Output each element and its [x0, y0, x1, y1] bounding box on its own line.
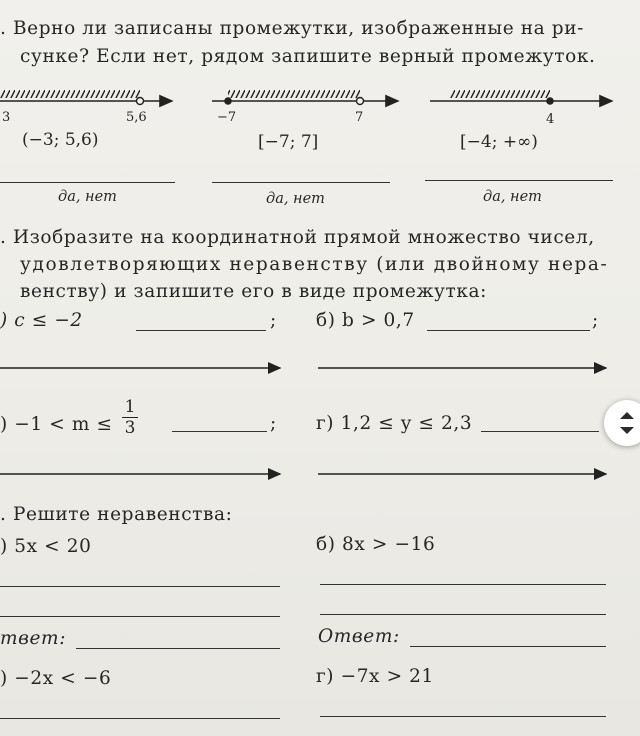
hatch-1: [0, 90, 140, 98]
answer-label-b: Ответ:: [318, 626, 400, 647]
answer-line[interactable]: [320, 584, 606, 585]
separator: ;: [592, 310, 599, 331]
tick-label: −7: [217, 110, 237, 125]
task2-item-b: б) b > 0,7: [316, 310, 415, 331]
filled-point: [546, 97, 554, 105]
filled-point-left: [224, 97, 232, 105]
hatch-2: [228, 90, 360, 98]
open-point: [137, 98, 144, 105]
answer-line[interactable]: [172, 431, 267, 432]
separator: ;: [270, 413, 277, 434]
answer-line[interactable]: [320, 716, 606, 717]
scroll-button[interactable]: [604, 400, 640, 446]
task2-text-line1: . Изобразите на координатной прямой множество чисел,: [0, 227, 595, 248]
interval-1: (−3; 5,6): [22, 130, 99, 150]
answer-line[interactable]: [0, 182, 175, 183]
answer-line[interactable]: [410, 646, 606, 647]
answer-line[interactable]: [0, 586, 280, 587]
separator: ;: [270, 310, 277, 331]
answer-line[interactable]: [320, 614, 606, 615]
answer-line[interactable]: [427, 330, 590, 331]
task2-text-line3: венству) и запишите его в виде промежутка:: [20, 281, 488, 302]
task2-item-g: г) 1,2 ≤ y ≤ 2,3: [316, 413, 473, 434]
fraction-numerator: 1: [124, 397, 136, 417]
up-down-arrows-icon: [604, 400, 640, 446]
answer-line[interactable]: [481, 431, 599, 432]
fraction-denominator: 3: [124, 418, 136, 438]
tick-label: 5,6: [126, 110, 147, 125]
task3-title: . Решите неравенства:: [0, 504, 233, 525]
task2-text-line2: удовлетворяющих неравенству (или двойному нера-: [20, 254, 609, 275]
answer-line[interactable]: [76, 648, 280, 649]
yes-no-label: да, нет: [266, 191, 325, 207]
task1-text-line2: сунке? Если нет, рядом запишите верный промежуток.: [20, 46, 596, 67]
tick-label: 4: [546, 112, 555, 127]
task1-text-line1: . Верно ли записаны промежутки, изображенные на ри-: [0, 18, 585, 39]
interval-3: [−4; +∞): [460, 132, 538, 152]
number-line-3: [430, 90, 612, 105]
task3-item-a: ) 5x < 20: [0, 536, 92, 557]
answer-line[interactable]: [425, 180, 613, 181]
answer-label-a: твет:: [0, 628, 67, 649]
answer-line[interactable]: [136, 330, 266, 331]
number-line-2: [212, 90, 398, 105]
task2-item-a: ) c ≤ −2: [0, 310, 83, 331]
hatch-3: [450, 90, 550, 98]
interval-2: [−7; 7]: [258, 132, 319, 152]
fraction: [122, 398, 138, 437]
answer-line[interactable]: [212, 182, 390, 183]
tick-label: 3: [2, 110, 11, 125]
answer-line[interactable]: [0, 718, 280, 719]
task2-item-v: ) −1 < m ≤: [0, 414, 113, 435]
number-line-1: [0, 90, 172, 105]
answer-line[interactable]: [0, 616, 280, 617]
yes-no-label: да, нет: [58, 189, 117, 205]
task3-item-v: ) −2x < −6: [0, 668, 112, 689]
task3-item-b: б) 8x > −16: [316, 534, 436, 555]
tick-label: 7: [355, 110, 364, 125]
task3-item-g: г) −7x > 21: [316, 666, 434, 687]
open-point-right: [357, 98, 364, 105]
yes-no-label: да, нет: [483, 189, 542, 205]
